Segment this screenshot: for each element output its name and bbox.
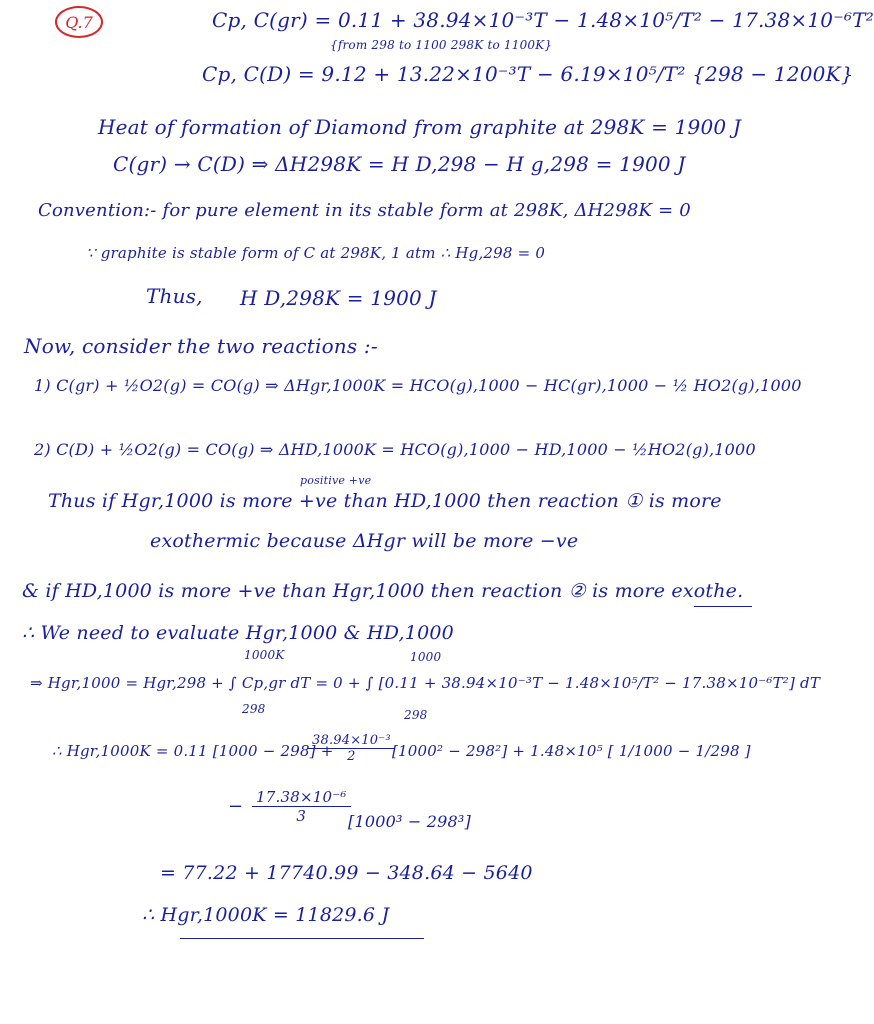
question-badge: Q.7 (55, 6, 103, 38)
final-result-underline (180, 938, 424, 939)
comparison-statement-3: & if HD,1000 is more +ve than Hgr,1000 then reaction ② is more exothe. (22, 580, 744, 602)
consider-reactions-heading: Now, consider the two reactions :- (24, 334, 378, 358)
fraction-38-94 (308, 733, 395, 764)
enthalpy-integral-equation: ⇒ Hgr,1000 = Hgr,298 + ∫ Cp,gr dT = 0 + ∫ [0.11 + 38.94×10⁻³T − 1.48×10⁵/T² − 17.38×10⁻⁶T²] dT (30, 674, 821, 692)
fraction-38-94-denominator: 2 (347, 749, 356, 764)
integral-expansion-part-3: [1000³ − 298³] (348, 812, 471, 831)
convention-statement: Convention:- for pure element in its stable form at 298K, ΔH298K = 0 (38, 200, 691, 221)
exothermic-underline (694, 606, 752, 607)
numeric-evaluation: = 77.22 + 17740.99 − 348.64 − 5640 (160, 862, 533, 884)
fraction-38-94-numerator: 38.94×10⁻³ (308, 733, 395, 749)
integral-lower-limit-1: 298 (242, 702, 266, 716)
cp-graphite-equation: Cp, C(gr) = 0.11 + 38.94×10⁻³T − 1.48×10⁵/T² − 17.38×10⁻⁶T² (212, 8, 874, 32)
reaction-1: 1) C(gr) + ½O2(g) = CO(g) ⇒ ΔHgr,1000K = HCO(g),1000 − HC(gr),1000 − ½ HO2(g),1000 (34, 376, 802, 395)
integral-lower-limit-2: 298 (404, 708, 428, 722)
final-result: ∴ Hgr,1000K = 11829.6 J (142, 904, 390, 926)
reaction-2: 2) C(D) + ½O2(g) = CO(g) ⇒ ΔHD,1000K = HCO(g),1000 − HD,1000 − ½HO2(g),1000 (34, 440, 756, 459)
fraction-17-38-numerator: 17.38×10⁻⁶ (252, 788, 351, 807)
cp-diamond-equation: Cp, C(D) = 9.12 + 13.22×10⁻³T − 6.19×10⁵/T² {298 − 1200K} (202, 62, 854, 86)
thus-label: Thus, (146, 284, 203, 308)
integral-expansion-part-1: ∴ Hgr,1000K = 0.11 [1000 − 298] + (52, 742, 334, 760)
heat-of-formation-statement: Heat of formation of Diamond from graphite at 298K = 1900 J (98, 115, 742, 139)
graphite-to-diamond-reaction: C(gr) → C(D) ⇒ ΔH298K = H D,298 − H g,298 = 1900 J (113, 152, 686, 176)
integral-expansion-part-2: [1000² − 298²] + 1.48×10⁵ [ 1/1000 − 1/298 ] (392, 742, 751, 760)
integral-upper-limit-2: 1000 (410, 650, 442, 664)
cp-graphite-range: {from 298 to 1100 298K to 1100K} (330, 38, 553, 52)
evaluate-statement: ∴ We need to evaluate Hgr,1000 & HD,1000 (22, 622, 454, 644)
comparison-statement-1: Thus if Hgr,1000 is more +ve than HD,1000 then reaction ① is more (48, 490, 722, 512)
diamond-enthalpy-result: H D,298K = 1900 J (240, 286, 437, 310)
minus-sign: − (228, 796, 244, 817)
positive-annotation: positive +ve (300, 474, 372, 487)
fraction-17-38 (252, 788, 351, 825)
integral-upper-limit-1: 1000K (244, 648, 285, 662)
graphite-stable-statement: ∵ graphite is stable form of C at 298K, 1 atm ∴ Hg,298 = 0 (86, 244, 546, 262)
fraction-17-38-denominator: 3 (296, 807, 307, 825)
comparison-statement-2: exothermic because ΔHgr will be more −ve (150, 530, 579, 552)
